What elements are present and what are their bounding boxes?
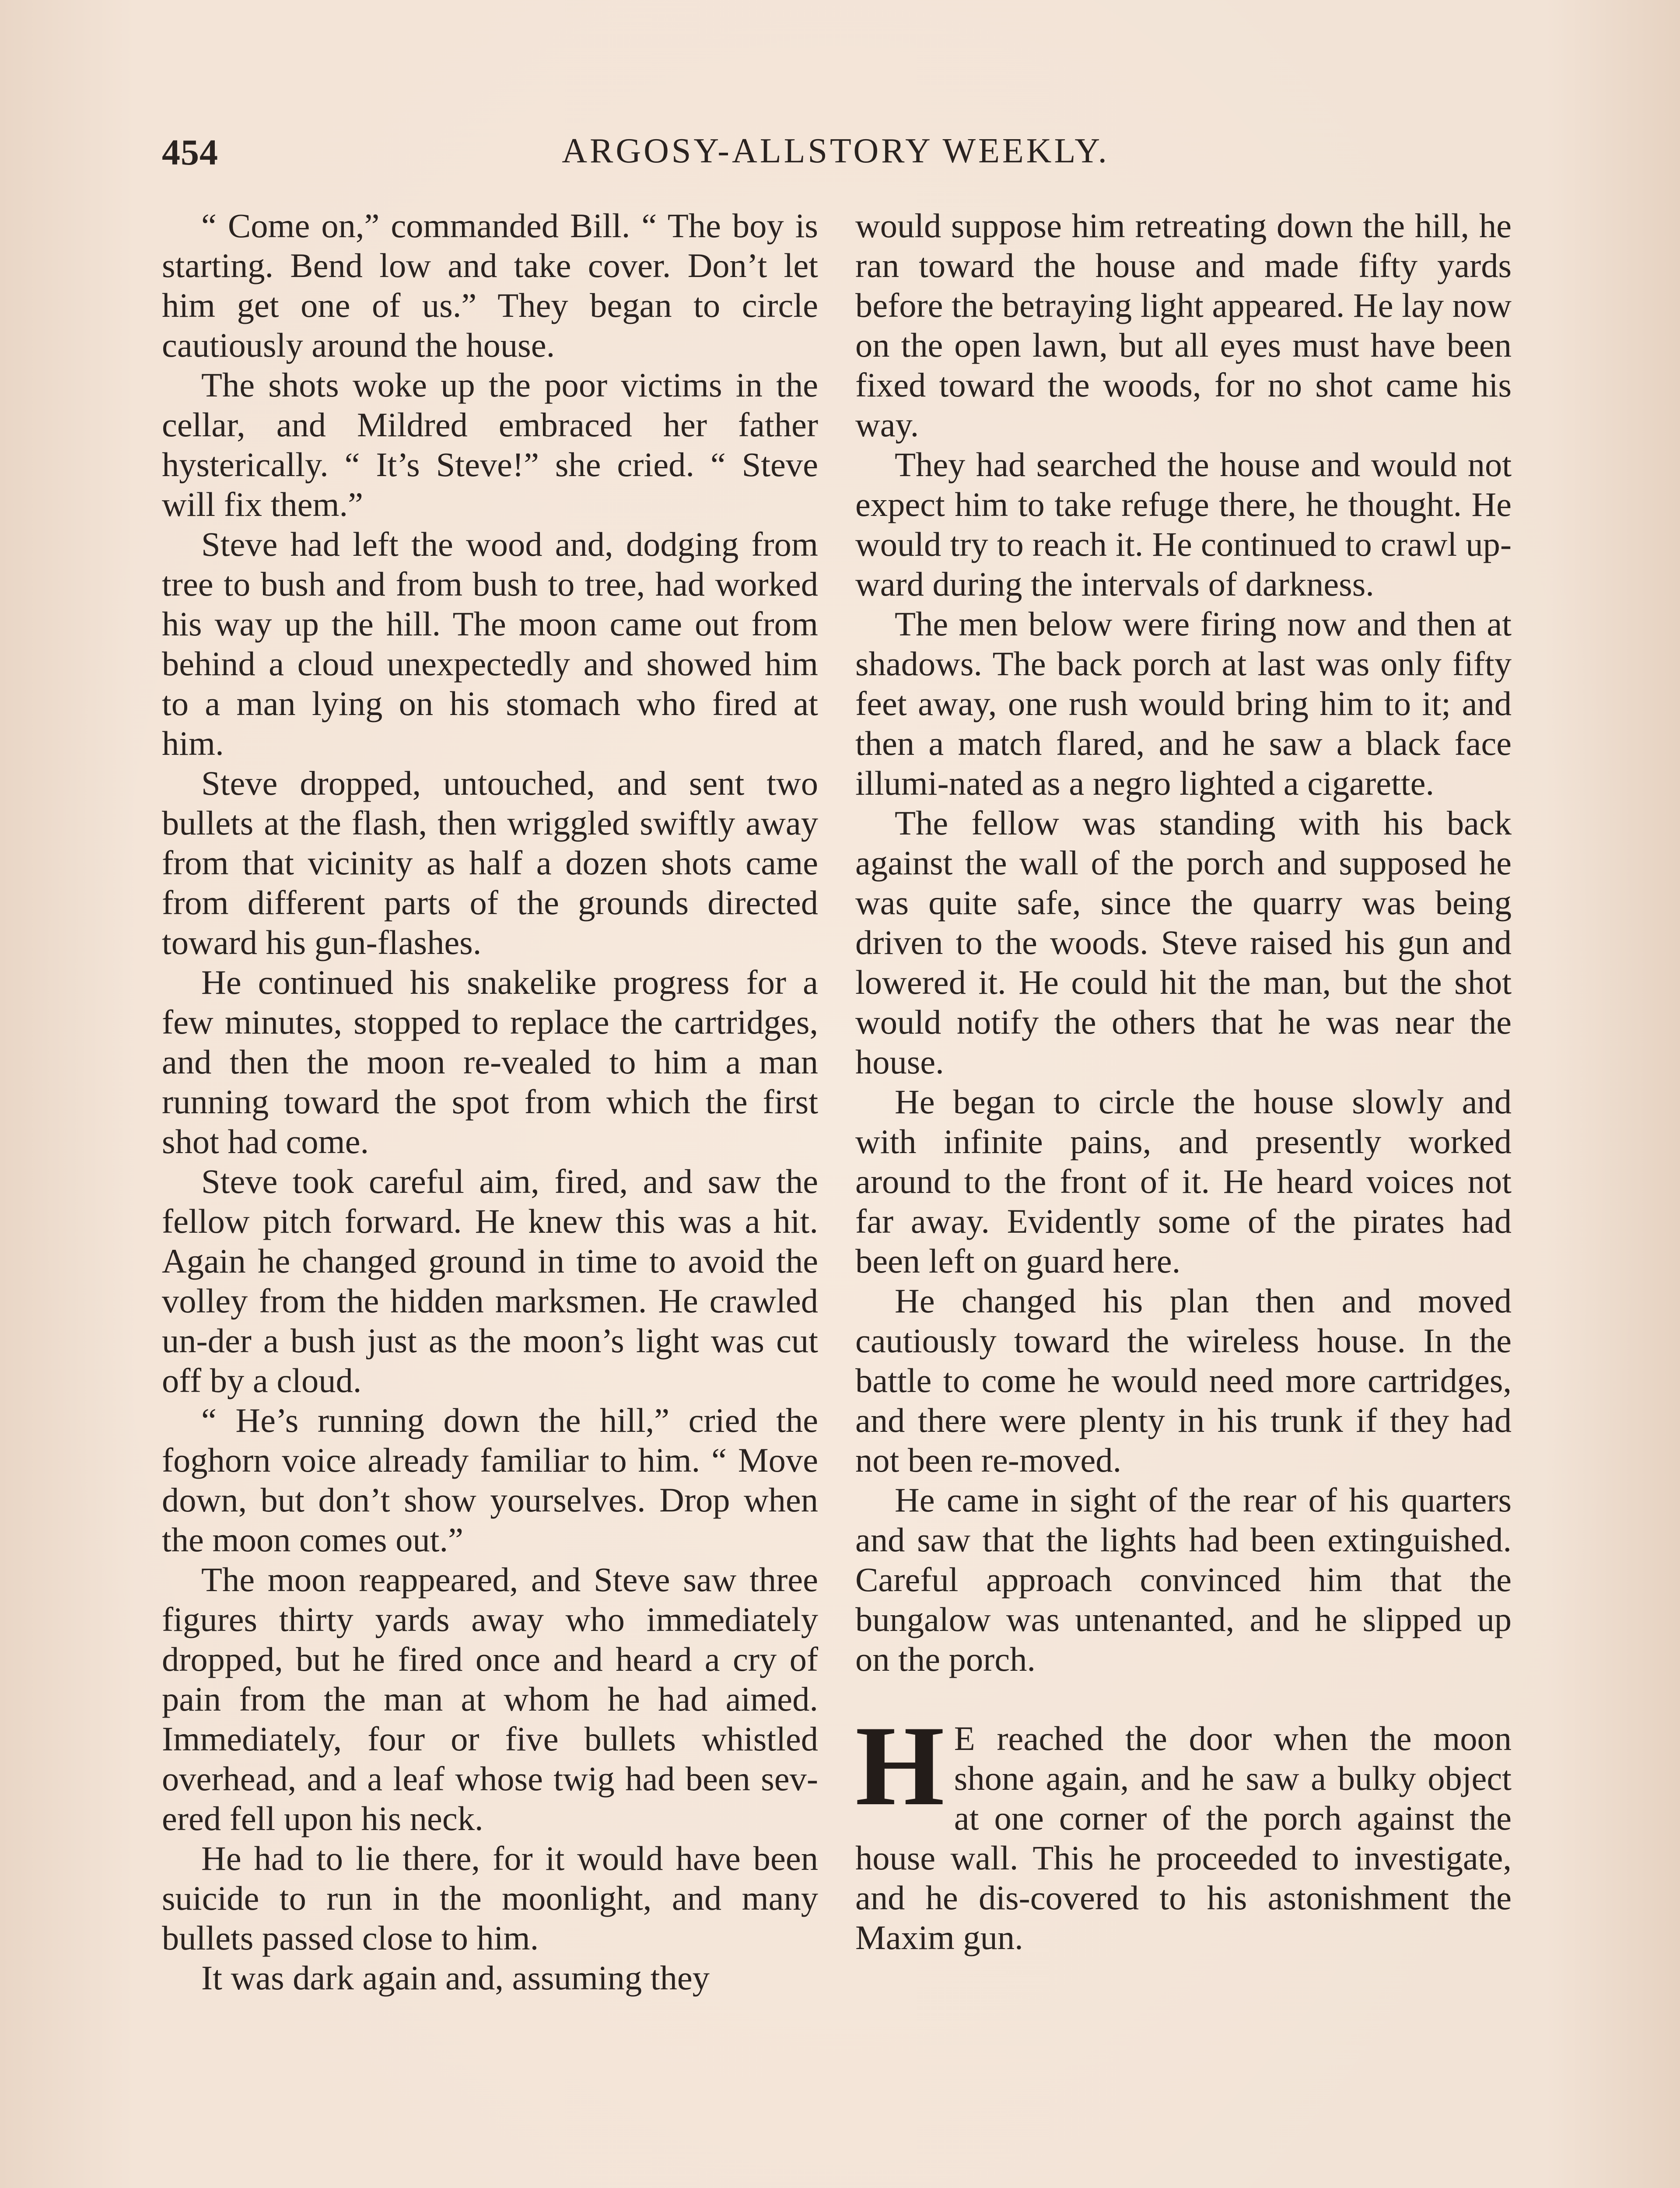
paragraph: Steve took careful aim, fired, and saw the fellow pitch forward. He knew this was a hit. Again he changed ground in time to avoid the volley from the hidden marksmen. He crawled un-der a bush just as the moon’s light was cut off by a cloud. — [162, 1162, 818, 1399]
paragraph: would suppose him retreating down the hill, he ran toward the house and made fifty yards before the betraying light appeared. He lay now on the open lawn, but all eyes must have been fixed toward the woods, for no shot came his way. — [855, 207, 1512, 444]
page-number: 454 — [162, 132, 218, 173]
paragraph: Steve had left the wood and, dodging from tree to bush and from bush to tree, had worked his way up the hill. The moon came out from behind a cloud unexpectedly and showed him to a man lying on his stomach who fired at him. — [162, 525, 818, 762]
paragraph: Steve dropped, untouched, and sent two bullets at the flash, then wriggled swiftly away from that vicinity as half a dozen shots came from different parts of the grounds directed toward his gun-flashes. — [162, 764, 818, 961]
dropcap-paragraph — [855, 1702, 1512, 1957]
running-title: ARGOSY-ALLSTORY WEEKLY. — [562, 132, 1110, 170]
paragraph: “ Come on,” commanded Bill. “ The boy is starting. Bend low and take cover. Don’t let him get one of us.” They began to circle cautiously around the house. — [162, 207, 818, 364]
paragraph: The shots woke up the poor victims in the cellar, and Mildred embraced her father hysterically. “ It’s Steve!” she cried. “ Steve will fix them.” — [162, 366, 818, 523]
paragraph: It was dark again and, assuming they — [201, 1959, 710, 1997]
page-header — [149, 131, 1522, 179]
paragraph: They had searched the house and would not expect him to take refuge there, he thought. He would try to reach it. He continued to crawl up-ward during the intervals of darkness. — [855, 445, 1512, 603]
drop-cap: H — [855, 1702, 945, 1829]
paragraph: He began to circle the house slowly and with infinite pains, and presently worked around to the front of it. He heard voices not far away. Evidently some of the pirates had been left on guard here. — [855, 1083, 1512, 1280]
right-column — [855, 206, 1512, 1957]
paragraph: He came in sight of the rear of his quarters and saw that the lights had been extinguished. Careful approach convinced him that the bungalow was untenanted, and he slipped up on the porch. — [855, 1481, 1512, 1678]
paragraph: “ He’s running down the hill,” cried the foghorn voice already familiar to him. “ Move down, but don’t show yourselves. Drop when the moon comes out.” — [162, 1401, 818, 1559]
paragraph: He had to lie there, for it would have been suicide to run in the moonlight, and many bullets passed close to him. — [162, 1839, 818, 1957]
paragraph: The moon reappeared, and Steve saw three figures thirty yards away who immediately dropped, but he fired once and heard a cry of pain from the man at whom he had aimed. Immediately, four or five bullets whistled overhead, and a leaf whose twig had been sev-ered fell upon his neck. — [162, 1560, 818, 1837]
paragraph: The men below were firing now and then at shadows. The back porch at last was only fifty feet away, one rush would bring him to it; and then a match flared, and he saw a black face illumi-nated as a negro lighted a cigarette. — [855, 605, 1512, 802]
left-column — [162, 206, 818, 1998]
paragraph: He continued his snakelike progress for a few minutes, stopped to replace the cartridges, and then the moon re-vealed to him a man running toward the spot from which the first shot had come. — [162, 963, 818, 1161]
paragraph: He changed his plan then and moved cautiously toward the wireless house. In the battle to come he would need more cartridges, and there were plenty in his trunk if they had not been re-moved. — [855, 1282, 1512, 1479]
paragraph-text: E reached the door when the moon shone again, and he saw a bulky object at one corner of the porch against the house wall. This he proceeded to investigate, and he dis-covered to his astonishment the Maxim gun. — [855, 1719, 1512, 1957]
paragraph: The fellow was standing with his back against the wall of the porch and supposed he was quite safe, since the quarry was being driven to the woods. Steve raised his gun and lowered it. He could hit the man, but the shot would notify the others that he was near the house. — [855, 804, 1512, 1081]
